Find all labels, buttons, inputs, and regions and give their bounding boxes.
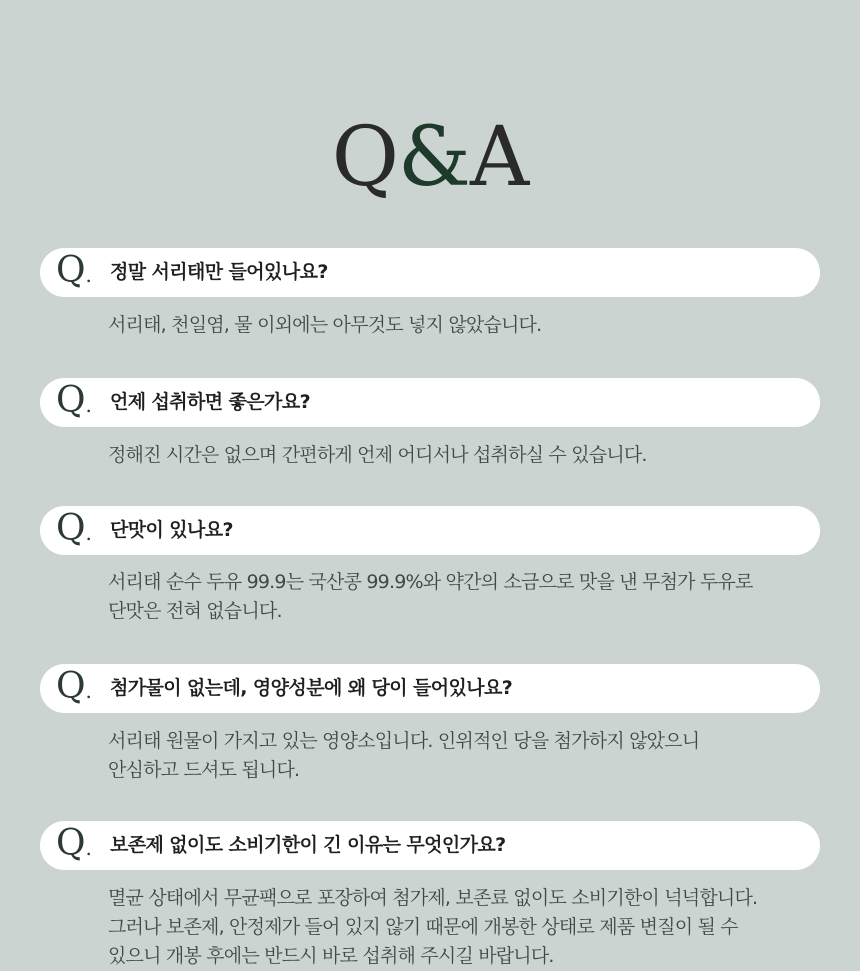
title-ampersand: & xyxy=(398,110,470,205)
q-marker-icon: Q. xyxy=(56,508,92,549)
faq-question-4[interactable] xyxy=(40,664,820,713)
faq-answer-2: 정해진 시간은 없으며 간편하게 언제 어디서나 섭취하실 수 있습니다. xyxy=(108,444,647,466)
faq-question-text: 단맛이 있나요? xyxy=(110,519,233,541)
page-title xyxy=(0,108,860,208)
faq-answer-3: 서리태 순수 두유 99.9는 국산콩 99.9%와 약간의 소금으로 맛을 낸 무첨가 두유로 단맛은 전혀 없습니다. xyxy=(108,571,753,622)
q-marker-icon: Q. xyxy=(56,823,92,864)
title-q: Q xyxy=(331,110,398,205)
faq-question-2[interactable] xyxy=(40,378,820,427)
faq-answer-4: 서리태 원물이 가지고 있는 영양소입니다. 인위적인 당을 첨가하지 않았으니 안심하고 드셔도 됩니다. xyxy=(108,730,700,781)
faq-question-text: 정말 서리태만 들어있나요? xyxy=(110,261,328,283)
q-marker-icon: Q. xyxy=(56,666,92,707)
faq-question-5[interactable] xyxy=(40,821,820,870)
faq-question-text: 첨가물이 없는데, 영양성분에 왜 당이 들어있나요? xyxy=(110,677,513,699)
faq-answer-5: 멸균 상태에서 무균팩으로 포장하여 첨가제, 보존료 없이도 소비기한이 넉넉합니다. 그러나 보존제, 안정제가 들어 있지 않기 때문에 개봉한 상태로 제품 변질이 될 수 있으니 개봉 후에는 반드시 바로 섭취해 주시길 바랍니다. xyxy=(108,887,758,967)
faq-question-3[interactable] xyxy=(40,506,820,555)
title-a: A xyxy=(470,110,529,205)
q-marker-icon: Q. xyxy=(56,250,92,291)
faq-question-1[interactable] xyxy=(40,248,820,297)
faq-answer-1: 서리태, 천일염, 물 이외에는 아무것도 넣지 않았습니다. xyxy=(108,314,542,336)
faq-question-text: 언제 섭취하면 좋은가요? xyxy=(110,391,310,413)
q-marker-icon: Q. xyxy=(56,380,92,421)
faq-question-text: 보존제 없이도 소비기한이 긴 이유는 무엇인가요? xyxy=(110,834,506,856)
